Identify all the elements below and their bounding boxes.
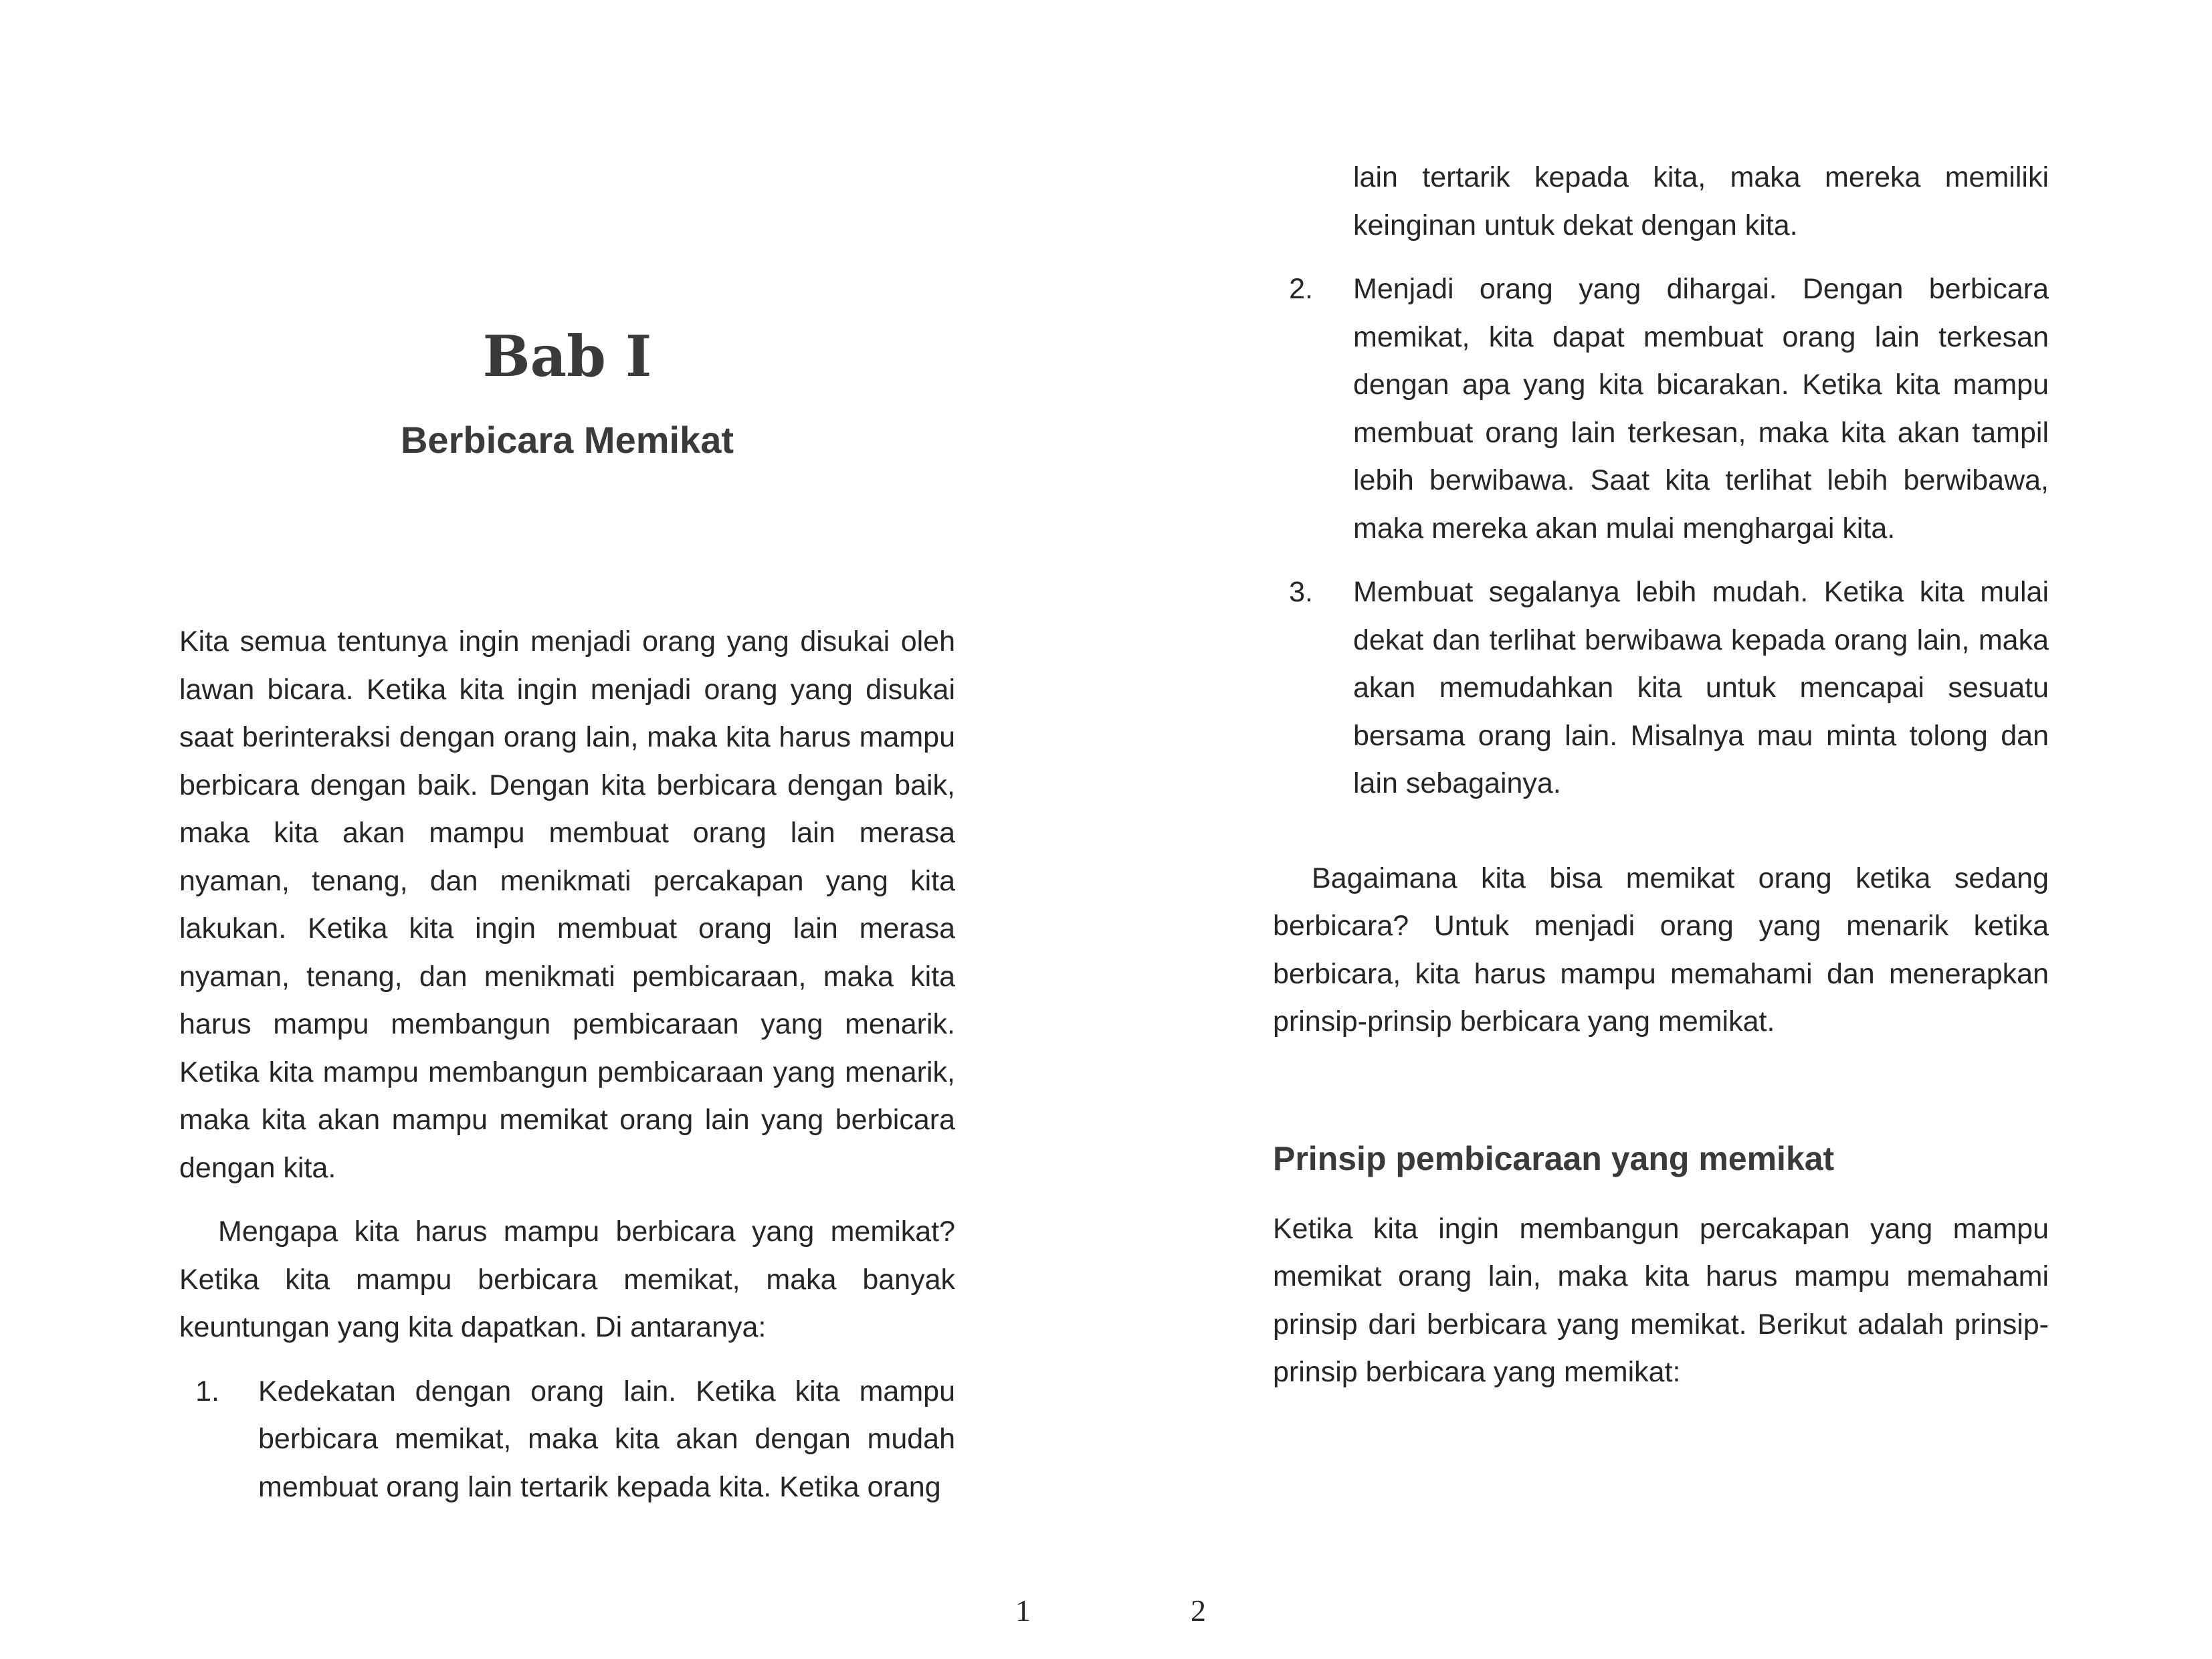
intro-paragraph: Kita semua tentunya ingin menjadi orang yang disukai oleh lawan bicara. Ketika kita ingin menjadi orang yang disukai saat berinteraksi dengan orang lain, maka kita harus mampu berbicara dengan baik. Dengan kita berbicara dengan baik, maka kita akan mampu membuat orang lain merasa nyaman, tenang, dan menikmati percakapan yang kita lakukan. Ketika kita ingin membuat orang lain merasa nyaman, tenang, dan menikmati pembicaraan, maka kita harus mampu membangun pembicaraan yang menarik. Ketika kita mampu membangun pembicaraan yang menarik, maka kita akan mampu memikat orang lain yang berbicara dengan kita.: [179, 625, 955, 1184]
left-page-body: [179, 618, 955, 1527]
list-item-number: 2.: [1289, 273, 1313, 305]
list-item-text: Menjadi orang yang dihargai. Dengan berbicara memikat, kita dapat membuat orang lain terkesan dengan apa yang kita bicarakan. Ketika kita mampu membuat orang lain terkesan, maka kita akan tampil lebih berwibawa. Saat kita terlihat lebih berwibawa, maka mereka akan mulai menghargai kita.: [1353, 273, 2049, 545]
right-page: [1106, 0, 2212, 1659]
list-item-number: 1.: [195, 1375, 219, 1407]
chapter-number: Bab I: [482, 323, 652, 389]
list-item-continuation: lain tertarik kepada kita, maka mereka memiliki keinginan untuk dekat dengan kita.: [1353, 161, 2049, 241]
list-item-text: Membuat segalanya lebih mudah. Ketika kita mulai dekat dan terlihat berwibawa kepada orang lain, maka akan memudahkan kita untuk mencapai sesuatu bersama orang lain. Misalnya mau minta tolong dan lain sebagainya.: [1353, 576, 2049, 799]
list-item: [1273, 569, 2049, 808]
list-item-number: 3.: [1289, 576, 1313, 608]
question-paragraph: Bagaimana kita bisa memikat orang ketika sedang berbicara? Untuk menjadi orang yang menarik ketika berbicara, kita harus mampu memahami dan menerapkan prinsip-prinsip berbicara yang memikat.: [1273, 862, 2049, 1038]
benefits-intro-paragraph: Mengapa kita harus mampu berbicara yang memikat? Ketika kita mampu berbicara memikat, maka banyak keuntungan yang kita dapatkan. Di antaranya:: [179, 1215, 955, 1343]
principles-intro-paragraph: Ketika kita ingin membangun percakapan yang mampu memikat orang lain, maka kita harus mampu memahami prinsip dari berbicara yang memikat. Berikut adalah prinsip-prinsip berbicara yang memikat:: [1273, 1212, 2049, 1388]
right-page-body: [1273, 154, 2049, 1397]
page-number: 1: [1015, 1593, 1031, 1628]
list-item-text: Kedekatan dengan orang lain. Ketika kita mampu berbicara memikat, maka kita akan dengan mudah membuat orang lain tertarik kepada kita. Ketika orang: [258, 1375, 955, 1503]
benefits-list-continued: [1273, 266, 2049, 808]
page-number: 2: [1191, 1593, 1206, 1628]
chapter-title: Berbicara Memikat: [400, 419, 734, 461]
section-heading: Prinsip pembicaraan yang memikat: [1273, 1139, 1835, 1177]
list-item: [1273, 266, 2049, 553]
benefits-list: [179, 1368, 955, 1512]
list-item: [179, 1368, 955, 1512]
